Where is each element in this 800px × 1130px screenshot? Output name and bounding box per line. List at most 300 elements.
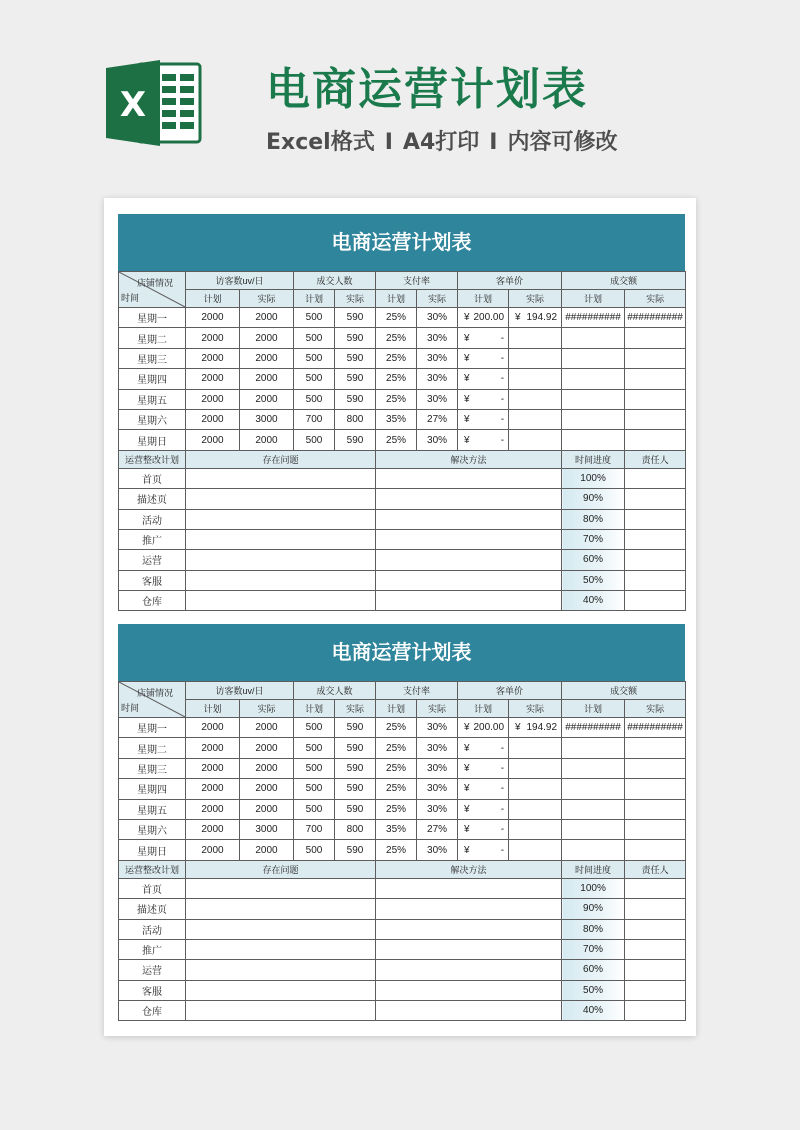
amount-plan-cell[interactable] [562, 328, 625, 348]
amount-actual-cell[interactable] [625, 430, 686, 450]
pay-plan-cell[interactable]: 25% [376, 799, 417, 819]
price-plan-cell[interactable]: ¥ - [458, 389, 509, 409]
uv-actual-cell[interactable]: 3000 [240, 819, 294, 839]
group-header-pay-rate: 支付率 [376, 682, 458, 700]
table-row [119, 430, 686, 450]
uv-plan-cell[interactable]: 2000 [186, 328, 240, 348]
uv-plan-cell[interactable]: 2000 [186, 409, 240, 429]
price-plan-cell[interactable]: ¥ - [458, 409, 509, 429]
pay-plan-cell[interactable]: 25% [376, 389, 417, 409]
uv-actual-cell[interactable]: 2000 [240, 328, 294, 348]
problem-cell[interactable] [186, 550, 376, 570]
sub-header-plan: 计划 [294, 290, 335, 308]
plan-header-problem: 存在问题 [186, 450, 376, 468]
uv-actual-cell[interactable]: 2000 [240, 369, 294, 389]
deal-plan-cell[interactable]: 500 [294, 738, 335, 758]
pay-actual-cell[interactable]: 30% [417, 369, 458, 389]
price-plan-cell[interactable]: ¥ - [458, 819, 509, 839]
amount-actual-cell[interactable] [625, 389, 686, 409]
day-cell: 星期六 [119, 819, 186, 839]
pay-plan-cell[interactable]: 25% [376, 348, 417, 368]
corner-header-cell [119, 272, 186, 308]
sub-header-actual: 实际 [625, 700, 686, 718]
group-header-turnover: 成交额 [562, 682, 686, 700]
uv-actual-cell[interactable]: 2000 [240, 840, 294, 860]
pay-actual-cell[interactable]: 30% [417, 799, 458, 819]
owner-cell[interactable] [625, 570, 686, 590]
problem-cell[interactable] [186, 570, 376, 590]
pay-actual-cell[interactable]: 27% [417, 409, 458, 429]
progress-cell[interactable]: 70% [562, 529, 625, 549]
day-cell: 星期三 [119, 348, 186, 368]
sheet [118, 214, 685, 611]
plan-header-solution: 解决方法 [376, 860, 562, 878]
progress-cell[interactable]: 60% [562, 960, 625, 980]
currency-symbol: ¥ [464, 373, 470, 385]
uv-plan-cell[interactable]: 2000 [186, 738, 240, 758]
deal-plan-cell[interactable]: 500 [294, 328, 335, 348]
solution-cell[interactable] [376, 960, 562, 980]
amount-actual-cell[interactable] [625, 819, 686, 839]
corner-top-label: 店铺情况 [136, 688, 173, 698]
uv-actual-cell[interactable]: 2000 [240, 348, 294, 368]
pay-actual-cell[interactable]: 30% [417, 779, 458, 799]
pay-plan-cell[interactable]: 25% [376, 738, 417, 758]
amount-plan-cell[interactable] [562, 389, 625, 409]
uv-plan-cell[interactable]: 2000 [186, 308, 240, 328]
day-cell: 星期一 [119, 308, 186, 328]
owner-cell[interactable] [625, 468, 686, 488]
day-cell: 星期四 [119, 779, 186, 799]
group-header-buyers: 成交人数 [294, 272, 376, 290]
pay-plan-cell[interactable]: 25% [376, 840, 417, 860]
progress-cell[interactable]: 90% [562, 899, 625, 919]
pay-actual-cell[interactable]: 30% [417, 430, 458, 450]
problem-cell[interactable] [186, 468, 376, 488]
currency-symbol: ¥ [464, 434, 470, 446]
price-plan-cell[interactable]: ¥ - [458, 840, 509, 860]
problem-cell[interactable] [186, 489, 376, 509]
amount-actual-cell[interactable] [625, 738, 686, 758]
price-plan-cell[interactable]: ¥ - [458, 799, 509, 819]
owner-cell[interactable] [625, 489, 686, 509]
amount-actual-cell[interactable] [625, 799, 686, 819]
currency-symbol: ¥ [464, 414, 470, 426]
plan-item-cell: 描述页 [119, 489, 186, 509]
corner-bottom-label: 时间 [121, 703, 140, 713]
deal-plan-cell[interactable]: 500 [294, 799, 335, 819]
problem-cell[interactable] [186, 899, 376, 919]
pay-plan-cell[interactable]: 25% [376, 430, 417, 450]
uv-actual-cell[interactable]: 2000 [240, 738, 294, 758]
price-plan-cell[interactable]: ¥ - [458, 430, 509, 450]
progress-cell[interactable]: 80% [562, 509, 625, 529]
currency-symbol: ¥ [464, 824, 470, 836]
plan-header-item: 运营整改计划 [119, 860, 186, 878]
price-actual-cell[interactable] [509, 328, 562, 348]
progress-cell[interactable]: 60% [562, 550, 625, 570]
page-title: 电商运营计划表 [266, 64, 588, 115]
price-plan-cell[interactable]: ¥ - [458, 348, 509, 368]
day-cell: 星期日 [119, 430, 186, 450]
amount-actual-cell[interactable] [625, 779, 686, 799]
price-actual-cell[interactable]: ¥ 194.92 [509, 718, 562, 738]
price-actual-cell[interactable] [509, 389, 562, 409]
list-item [119, 980, 686, 1000]
uv-plan-cell[interactable]: 2000 [186, 799, 240, 819]
pay-actual-cell[interactable]: 30% [417, 348, 458, 368]
pay-plan-cell[interactable]: 35% [376, 819, 417, 839]
amount-actual-cell[interactable] [625, 348, 686, 368]
sub-header-plan: 计划 [376, 700, 417, 718]
table-row [119, 409, 686, 429]
amount-plan-cell[interactable] [562, 369, 625, 389]
sales-table [118, 681, 686, 1021]
owner-cell[interactable] [625, 1001, 686, 1021]
deal-actual-cell[interactable]: 590 [335, 369, 376, 389]
pay-plan-cell[interactable]: 25% [376, 718, 417, 738]
plan-item-cell: 运营 [119, 550, 186, 570]
solution-cell[interactable] [376, 878, 562, 898]
uv-actual-cell[interactable]: 2000 [240, 389, 294, 409]
svg-text:X: X [119, 85, 147, 125]
price-actual-cell[interactable] [509, 409, 562, 429]
deal-plan-cell[interactable]: 500 [294, 308, 335, 328]
corner-bottom-label: 时间 [121, 293, 140, 303]
plan-header-problem: 存在问题 [186, 860, 376, 878]
owner-cell[interactable] [625, 919, 686, 939]
amount-plan-cell[interactable] [562, 779, 625, 799]
amount-actual-cell[interactable] [625, 840, 686, 860]
price-actual-cell[interactable] [509, 738, 562, 758]
deal-actual-cell[interactable]: 590 [335, 328, 376, 348]
owner-cell[interactable] [625, 509, 686, 529]
day-cell: 星期六 [119, 409, 186, 429]
sub-header-plan: 计划 [186, 700, 240, 718]
pay-actual-cell[interactable]: 27% [417, 819, 458, 839]
price-plan-cell[interactable]: ¥ - [458, 369, 509, 389]
owner-cell[interactable] [625, 939, 686, 959]
solution-cell[interactable] [376, 1001, 562, 1021]
problem-cell[interactable] [186, 878, 376, 898]
amount-actual-cell[interactable] [625, 369, 686, 389]
list-item [119, 570, 686, 590]
problem-cell[interactable] [186, 919, 376, 939]
deal-actual-cell[interactable]: 590 [335, 718, 376, 738]
uv-actual-cell[interactable]: 2000 [240, 779, 294, 799]
progress-cell[interactable]: 90% [562, 489, 625, 509]
price-plan-cell[interactable]: ¥ - [458, 779, 509, 799]
uv-plan-cell[interactable]: 2000 [186, 718, 240, 738]
pay-plan-cell[interactable]: 25% [376, 308, 417, 328]
pay-plan-cell[interactable]: 25% [376, 758, 417, 778]
day-cell: 星期二 [119, 328, 186, 348]
price-plan-cell[interactable]: ¥ 200.00 [458, 718, 509, 738]
currency-symbol: ¥ [464, 312, 470, 324]
list-item [119, 960, 686, 980]
progress-cell[interactable]: 100% [562, 468, 625, 488]
deal-plan-cell[interactable]: 500 [294, 840, 335, 860]
list-item [119, 468, 686, 488]
group-header-buyers: 成交人数 [294, 682, 376, 700]
progress-cell[interactable]: 100% [562, 878, 625, 898]
price-plan-cell[interactable]: ¥ - [458, 328, 509, 348]
plan-item-cell: 活动 [119, 509, 186, 529]
owner-cell[interactable] [625, 980, 686, 1000]
price-plan-cell[interactable]: ¥ - [458, 758, 509, 778]
owner-cell[interactable] [625, 878, 686, 898]
price-actual-cell[interactable] [509, 819, 562, 839]
uv-actual-cell[interactable]: 2000 [240, 308, 294, 328]
solution-cell[interactable] [376, 980, 562, 1000]
uv-actual-cell[interactable]: 3000 [240, 409, 294, 429]
progress-cell[interactable]: 80% [562, 919, 625, 939]
sheet-title: 电商运营计划表 [118, 624, 685, 681]
amount-actual-cell[interactable] [625, 328, 686, 348]
pay-actual-cell[interactable]: 30% [417, 718, 458, 738]
subtitle-format: Excel格式 [266, 130, 375, 155]
deal-actual-cell[interactable]: 800 [335, 819, 376, 839]
sub-header-plan: 计划 [294, 700, 335, 718]
list-item [119, 489, 686, 509]
pay-plan-cell[interactable]: 35% [376, 409, 417, 429]
price-plan-cell[interactable]: ¥ - [458, 738, 509, 758]
deal-actual-cell[interactable]: 590 [335, 348, 376, 368]
amount-plan-cell[interactable] [562, 840, 625, 860]
table-row [119, 758, 686, 778]
price-actual-cell[interactable] [509, 758, 562, 778]
solution-cell[interactable] [376, 899, 562, 919]
currency-symbol: ¥ [515, 722, 521, 734]
table-row [119, 840, 686, 860]
progress-cell[interactable]: 40% [562, 1001, 625, 1021]
owner-cell[interactable] [625, 529, 686, 549]
day-cell: 星期五 [119, 389, 186, 409]
table-row [119, 348, 686, 368]
uv-actual-cell[interactable]: 2000 [240, 718, 294, 738]
plan-item-cell: 活动 [119, 919, 186, 939]
uv-plan-cell[interactable]: 2000 [186, 389, 240, 409]
problem-cell[interactable] [186, 1001, 376, 1021]
deal-actual-cell[interactable]: 590 [335, 389, 376, 409]
group-header-visitors: 访客数uv/日 [186, 272, 294, 290]
plan-item-cell: 首页 [119, 878, 186, 898]
amount-actual-cell[interactable]: ########## [625, 308, 686, 328]
owner-cell[interactable] [625, 591, 686, 611]
table-row [119, 779, 686, 799]
plan-item-cell: 客服 [119, 570, 186, 590]
plan-header-progress: 时间进度 [562, 450, 625, 468]
list-item [119, 878, 686, 898]
sheet [118, 624, 685, 1021]
progress-cell[interactable]: 70% [562, 939, 625, 959]
uv-plan-cell[interactable]: 2000 [186, 819, 240, 839]
day-cell: 星期三 [119, 758, 186, 778]
price-actual-cell[interactable] [509, 430, 562, 450]
solution-cell[interactable] [376, 570, 562, 590]
plan-header-owner: 责任人 [625, 450, 686, 468]
sub-header-actual: 实际 [509, 700, 562, 718]
subtitle-print: A4打印 [402, 130, 480, 155]
amount-plan-cell[interactable]: ########## [562, 718, 625, 738]
amount-plan-cell[interactable] [562, 409, 625, 429]
uv-actual-cell[interactable]: 2000 [240, 799, 294, 819]
solution-cell[interactable] [376, 591, 562, 611]
uv-plan-cell[interactable]: 2000 [186, 840, 240, 860]
pay-actual-cell[interactable]: 30% [417, 758, 458, 778]
pay-plan-cell[interactable]: 25% [376, 369, 417, 389]
price-plan-cell[interactable]: ¥ 200.00 [458, 308, 509, 328]
sub-header-plan: 计划 [562, 700, 625, 718]
deal-plan-cell[interactable]: 500 [294, 389, 335, 409]
sub-header-actual: 实际 [335, 290, 376, 308]
owner-cell[interactable] [625, 899, 686, 919]
deal-plan-cell[interactable]: 500 [294, 348, 335, 368]
price-actual-cell[interactable] [509, 369, 562, 389]
plan-item-cell: 推广 [119, 939, 186, 959]
problem-cell[interactable] [186, 980, 376, 1000]
group-header-turnover: 成交额 [562, 272, 686, 290]
solution-cell[interactable] [376, 529, 562, 549]
amount-plan-cell[interactable] [562, 758, 625, 778]
plan-item-cell: 仓库 [119, 1001, 186, 1021]
sub-header-actual: 实际 [509, 290, 562, 308]
pay-plan-cell[interactable]: 25% [376, 779, 417, 799]
deal-plan-cell[interactable]: 500 [294, 718, 335, 738]
owner-cell[interactable] [625, 550, 686, 570]
currency-symbol: ¥ [464, 762, 470, 774]
deal-actual-cell[interactable]: 800 [335, 409, 376, 429]
amount-plan-cell[interactable]: ########## [562, 308, 625, 328]
group-header-unit-price: 客单价 [458, 272, 562, 290]
list-item [119, 509, 686, 529]
sub-header-actual: 实际 [417, 700, 458, 718]
corner-top-label: 店铺情况 [136, 278, 173, 288]
problem-cell[interactable] [186, 509, 376, 529]
deal-plan-cell[interactable]: 500 [294, 430, 335, 450]
subtitle-separator: I [489, 130, 498, 155]
list-item [119, 919, 686, 939]
deal-plan-cell[interactable]: 700 [294, 819, 335, 839]
owner-cell[interactable] [625, 960, 686, 980]
plan-header-solution: 解决方法 [376, 450, 562, 468]
amount-plan-cell[interactable] [562, 819, 625, 839]
amount-plan-cell[interactable] [562, 738, 625, 758]
uv-plan-cell[interactable]: 2000 [186, 430, 240, 450]
currency-symbol: ¥ [464, 783, 470, 795]
day-cell: 星期一 [119, 718, 186, 738]
table-row [119, 819, 686, 839]
group-header-visitors: 访客数uv/日 [186, 682, 294, 700]
uv-plan-cell[interactable]: 2000 [186, 779, 240, 799]
amount-plan-cell[interactable] [562, 799, 625, 819]
pay-actual-cell[interactable]: 30% [417, 308, 458, 328]
sub-header-plan: 计划 [376, 290, 417, 308]
progress-cell[interactable]: 50% [562, 980, 625, 1000]
uv-plan-cell[interactable]: 2000 [186, 348, 240, 368]
price-actual-cell[interactable] [509, 348, 562, 368]
price-actual-cell[interactable] [509, 779, 562, 799]
table-row [119, 369, 686, 389]
amount-actual-cell[interactable] [625, 409, 686, 429]
solution-cell[interactable] [376, 468, 562, 488]
group-header-pay-rate: 支付率 [376, 272, 458, 290]
solution-cell[interactable] [376, 939, 562, 959]
deal-plan-cell[interactable]: 500 [294, 779, 335, 799]
amount-actual-cell[interactable] [625, 758, 686, 778]
day-cell: 星期四 [119, 369, 186, 389]
sub-header-plan: 计划 [458, 290, 509, 308]
problem-cell[interactable] [186, 529, 376, 549]
solution-cell[interactable] [376, 919, 562, 939]
progress-cell[interactable]: 40% [562, 591, 625, 611]
pay-actual-cell[interactable]: 30% [417, 840, 458, 860]
pay-actual-cell[interactable]: 30% [417, 389, 458, 409]
list-item [119, 939, 686, 959]
pay-actual-cell[interactable]: 30% [417, 738, 458, 758]
pay-plan-cell[interactable]: 25% [376, 328, 417, 348]
deal-actual-cell[interactable]: 590 [335, 779, 376, 799]
group-header-unit-price: 客单价 [458, 682, 562, 700]
solution-cell[interactable] [376, 550, 562, 570]
uv-plan-cell[interactable]: 2000 [186, 758, 240, 778]
subtitle-editable: 内容可修改 [507, 130, 618, 155]
price-actual-cell[interactable] [509, 840, 562, 860]
day-cell: 星期二 [119, 738, 186, 758]
uv-plan-cell[interactable]: 2000 [186, 369, 240, 389]
plan-item-cell: 仓库 [119, 591, 186, 611]
problem-cell[interactable] [186, 960, 376, 980]
list-item [119, 550, 686, 570]
uv-actual-cell[interactable]: 2000 [240, 430, 294, 450]
list-item [119, 1001, 686, 1021]
table-row [119, 308, 686, 328]
solution-cell[interactable] [376, 509, 562, 529]
progress-cell[interactable]: 50% [562, 570, 625, 590]
solution-cell[interactable] [376, 489, 562, 509]
currency-symbol: ¥ [464, 722, 470, 734]
deal-actual-cell[interactable]: 590 [335, 840, 376, 860]
deal-actual-cell[interactable]: 590 [335, 308, 376, 328]
excel-logo-icon [104, 58, 204, 148]
plan-header-progress: 时间进度 [562, 860, 625, 878]
amount-plan-cell[interactable] [562, 348, 625, 368]
sub-header-plan: 计划 [458, 700, 509, 718]
table-row [119, 799, 686, 819]
amount-actual-cell[interactable]: ########## [625, 718, 686, 738]
price-actual-cell[interactable] [509, 799, 562, 819]
amount-plan-cell[interactable] [562, 430, 625, 450]
deal-actual-cell[interactable]: 590 [335, 758, 376, 778]
deal-plan-cell[interactable]: 700 [294, 409, 335, 429]
deal-plan-cell[interactable]: 500 [294, 758, 335, 778]
pay-actual-cell[interactable]: 30% [417, 328, 458, 348]
sub-header-plan: 计划 [562, 290, 625, 308]
price-actual-cell[interactable]: ¥ 194.92 [509, 308, 562, 328]
problem-cell[interactable] [186, 591, 376, 611]
deal-actual-cell[interactable]: 590 [335, 799, 376, 819]
list-item [119, 899, 686, 919]
sub-header-plan: 计划 [186, 290, 240, 308]
day-cell: 星期五 [119, 799, 186, 819]
deal-actual-cell[interactable]: 590 [335, 738, 376, 758]
deal-plan-cell[interactable]: 500 [294, 369, 335, 389]
sheet-title: 电商运营计划表 [118, 214, 685, 271]
problem-cell[interactable] [186, 939, 376, 959]
list-item [119, 591, 686, 611]
deal-actual-cell[interactable]: 590 [335, 430, 376, 450]
uv-actual-cell[interactable]: 2000 [240, 758, 294, 778]
